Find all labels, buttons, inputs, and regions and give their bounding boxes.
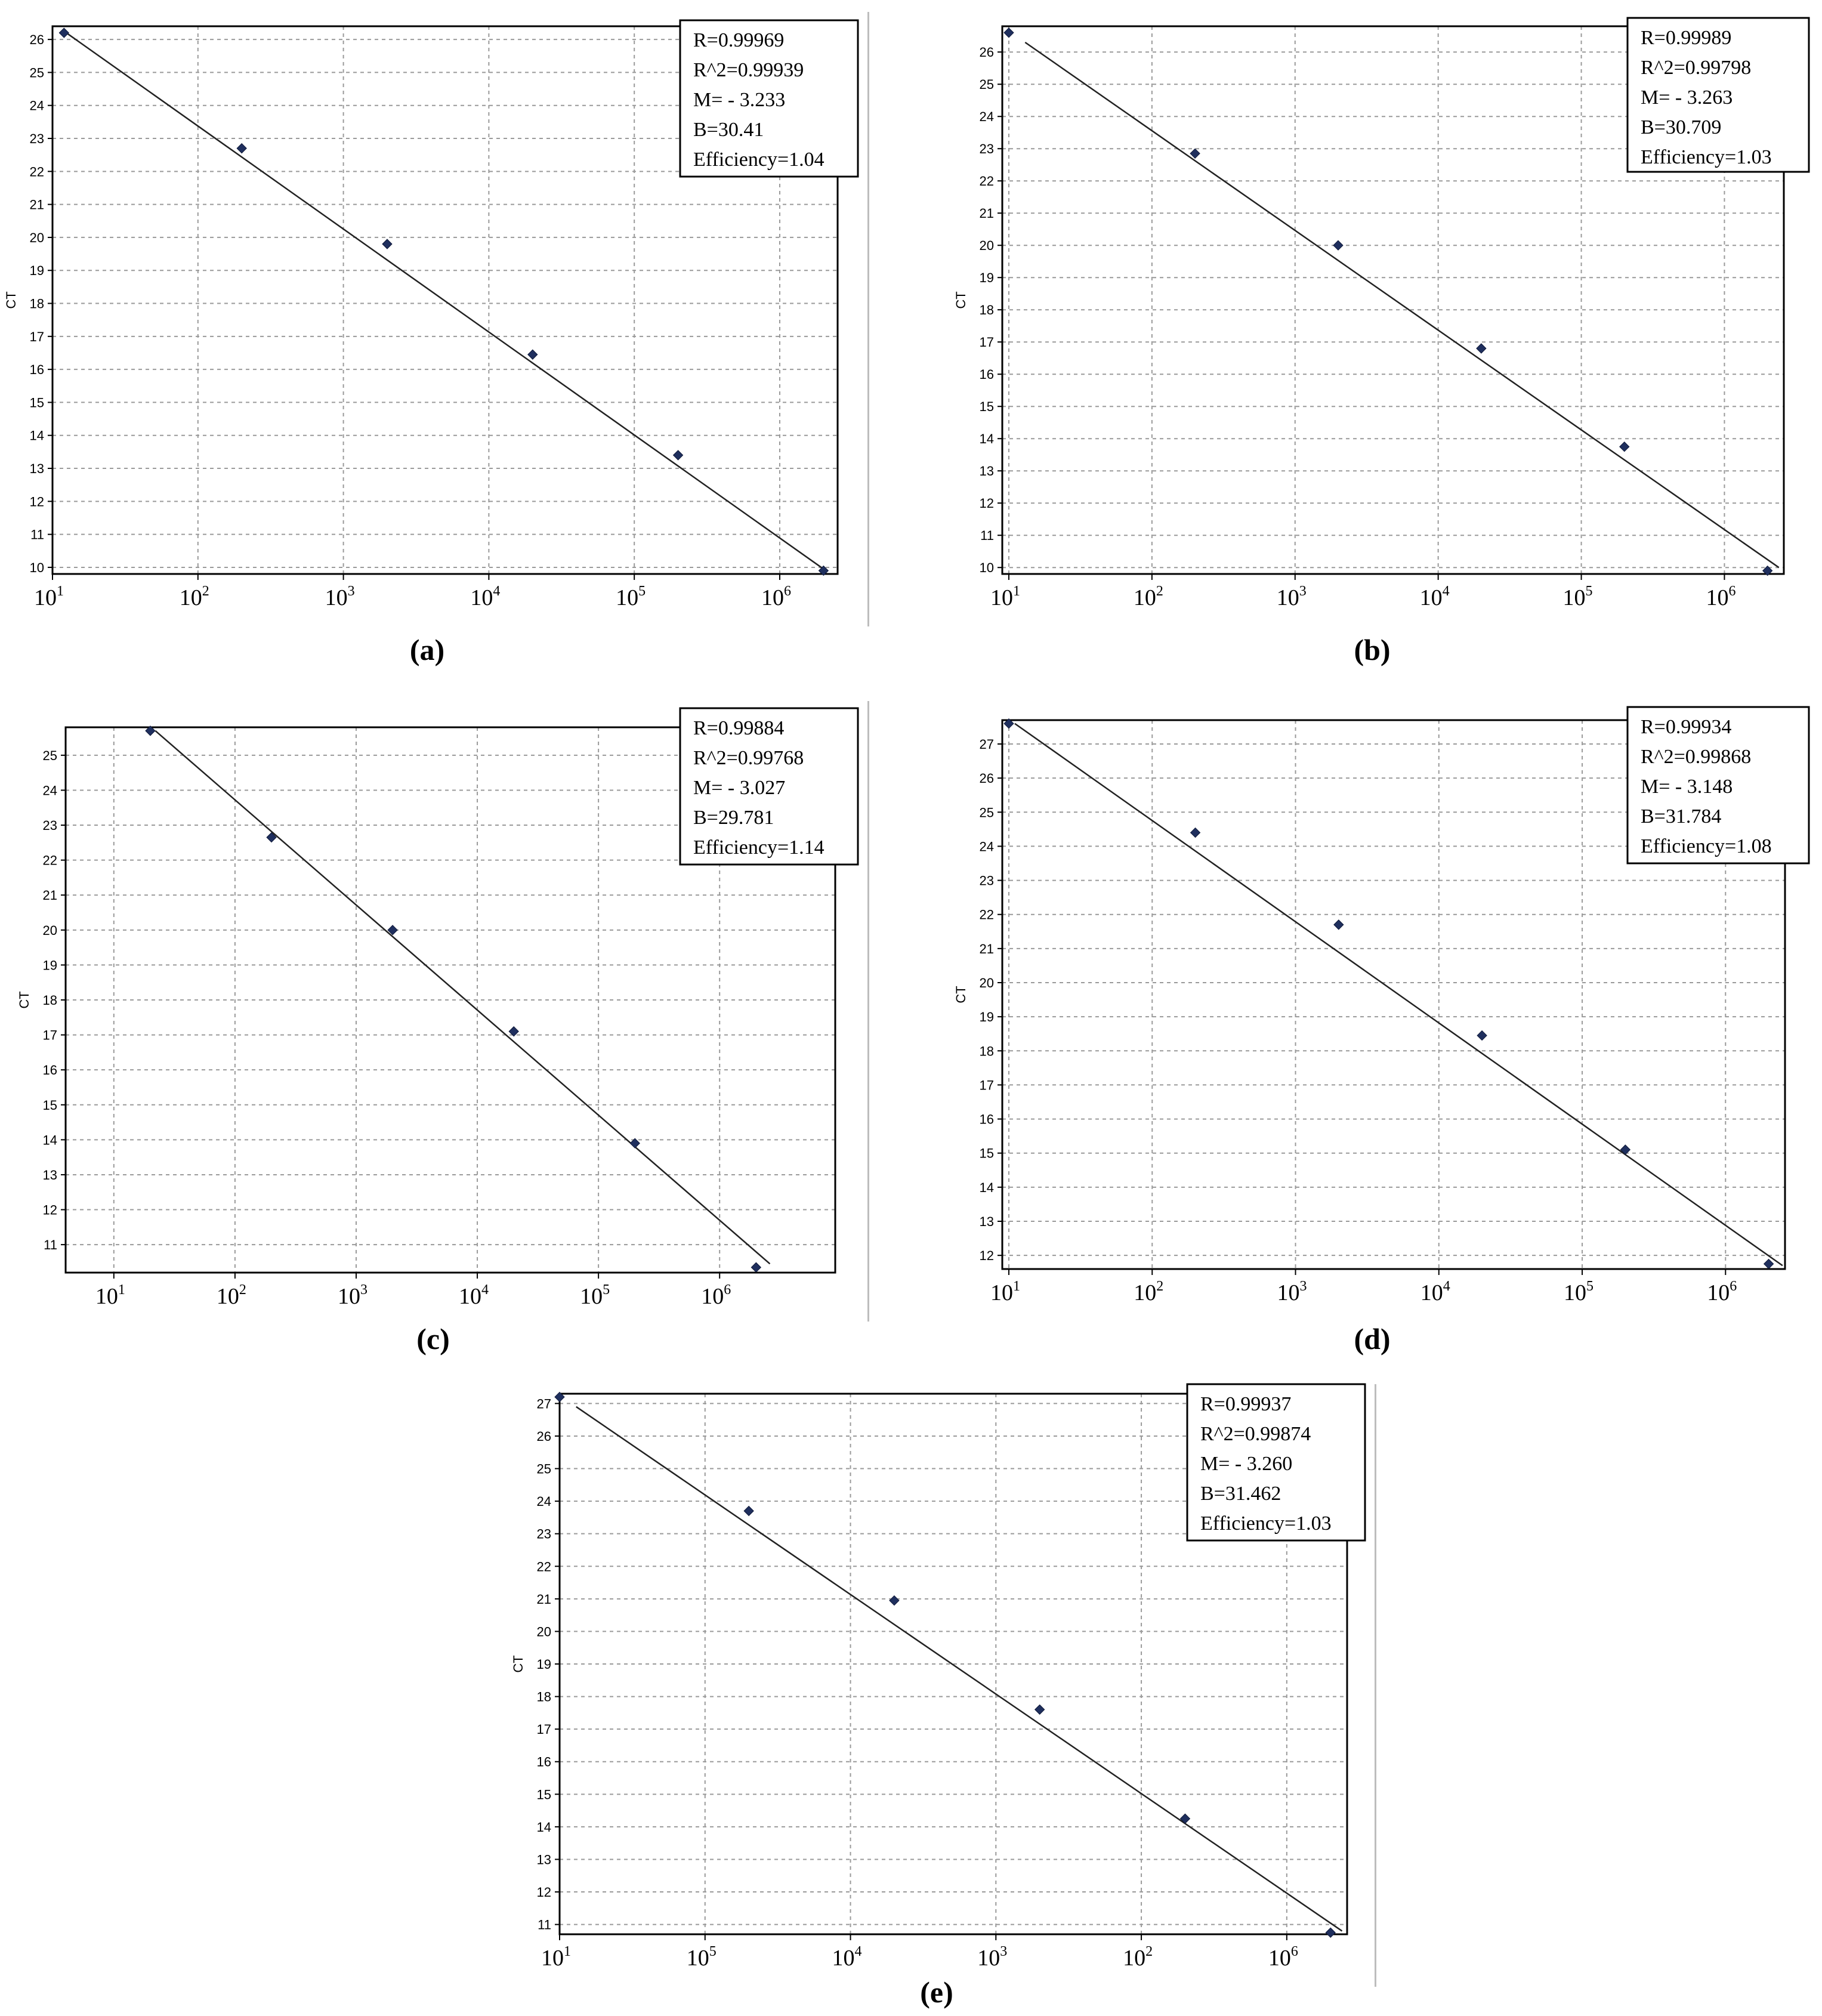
chart-panel-d bbox=[931, 695, 1822, 1369]
x-tick-label: $10^6$ bbox=[701, 1282, 731, 1309]
stats-line: M= - 3.148 bbox=[1641, 776, 1733, 798]
stats-line: R=0.99934 bbox=[1641, 716, 1732, 738]
y-tick-label: 22 bbox=[42, 853, 57, 868]
y-tick-label: 25 bbox=[979, 805, 994, 820]
y-tick-label: 11 bbox=[44, 1237, 57, 1253]
y-tick-label: 12 bbox=[979, 1248, 994, 1264]
y-tick-label: 22 bbox=[979, 174, 994, 189]
x-tick-label: $10^5$ bbox=[580, 1282, 610, 1309]
y-axis-label: CT bbox=[953, 986, 968, 1004]
x-tick-label: $10^3$ bbox=[337, 1282, 368, 1309]
y-tick-label: 15 bbox=[42, 1097, 57, 1113]
stats-line: B=31.462 bbox=[1200, 1483, 1281, 1505]
x-tick-label: $10^4$ bbox=[470, 584, 501, 610]
y-tick-label: 19 bbox=[42, 958, 57, 973]
y-tick-label: 18 bbox=[29, 296, 44, 311]
y-tick-label: 23 bbox=[536, 1526, 551, 1542]
y-tick-label: 12 bbox=[29, 494, 44, 510]
y-tick-label: 13 bbox=[536, 1852, 551, 1867]
x-tick-label: $10^2$ bbox=[216, 1282, 246, 1309]
y-tick-label: 23 bbox=[42, 818, 57, 833]
y-tick-label: 10 bbox=[29, 560, 44, 575]
y-tick-label: 14 bbox=[536, 1819, 551, 1835]
x-tick-label: $10^4$ bbox=[459, 1282, 489, 1309]
x-tick-label: $10^6$ bbox=[1706, 584, 1736, 610]
stats-line: R^2=0.99798 bbox=[1641, 57, 1752, 79]
y-axis-label: CT bbox=[953, 291, 968, 309]
panel-separator bbox=[867, 701, 869, 1322]
y-tick-label: 21 bbox=[536, 1591, 551, 1607]
y-tick-label: 22 bbox=[29, 164, 44, 180]
panel-separator bbox=[1375, 1384, 1376, 1987]
y-tick-label: 18 bbox=[979, 1043, 994, 1059]
y-tick-label: 22 bbox=[536, 1559, 551, 1574]
stats-line: R=0.99989 bbox=[1641, 27, 1732, 49]
y-tick-label: 17 bbox=[536, 1722, 551, 1737]
y-tick-label: 21 bbox=[979, 941, 994, 956]
stats-line: Efficiency=1.04 bbox=[693, 149, 824, 171]
caption-c: (c) bbox=[416, 1322, 450, 1356]
y-tick-label: 13 bbox=[29, 461, 44, 477]
y-tick-label: 17 bbox=[29, 329, 44, 344]
stats-line: R^2=0.99939 bbox=[693, 59, 804, 81]
y-tick-label: 20 bbox=[29, 230, 44, 245]
y-tick-label: 24 bbox=[536, 1494, 551, 1509]
stats-line: R^2=0.99768 bbox=[693, 747, 804, 769]
y-tick-label: 24 bbox=[29, 98, 44, 113]
y-tick-label: 21 bbox=[42, 888, 57, 903]
x-tick-label: $10^3$ bbox=[1276, 584, 1307, 610]
y-tick-label: 20 bbox=[979, 238, 994, 254]
y-tick-label: 25 bbox=[979, 77, 994, 92]
x-tick-label: $10^6$ bbox=[1268, 1944, 1298, 1971]
y-tick-label: 23 bbox=[29, 131, 44, 147]
y-tick-label: 21 bbox=[29, 197, 44, 212]
x-tick-label: $10^4$ bbox=[1419, 584, 1450, 610]
stats-line: R=0.99969 bbox=[693, 29, 785, 51]
caption-b: (b) bbox=[1354, 633, 1391, 666]
y-tick-label: 11 bbox=[538, 1917, 551, 1932]
x-tick-label: $10^5$ bbox=[1564, 1279, 1594, 1305]
y-tick-label: 14 bbox=[29, 428, 44, 443]
chart-panel-c bbox=[0, 695, 907, 1369]
x-tick-label: $10^3$ bbox=[1277, 1279, 1307, 1305]
y-tick-label: 26 bbox=[536, 1428, 551, 1444]
x-tick-label: $10^4$ bbox=[1420, 1279, 1450, 1305]
y-tick-label: 11 bbox=[30, 527, 44, 542]
y-tick-label: 13 bbox=[42, 1167, 57, 1183]
y-tick-label: 24 bbox=[979, 109, 994, 125]
stats-line: M= - 3.233 bbox=[693, 89, 786, 111]
stats-line: B=31.784 bbox=[1641, 805, 1722, 828]
caption-d: (d) bbox=[1354, 1322, 1391, 1356]
y-tick-label: 20 bbox=[979, 975, 994, 990]
y-tick-label: 27 bbox=[536, 1396, 551, 1412]
y-tick-label: 27 bbox=[979, 737, 994, 752]
chart-panel-a bbox=[0, 0, 907, 674]
x-tick-label: $10^2$ bbox=[179, 584, 209, 610]
y-tick-label: 14 bbox=[979, 431, 994, 447]
chart-svg-c bbox=[0, 695, 907, 1369]
y-tick-label: 23 bbox=[979, 873, 994, 888]
x-tick-label: $10^3$ bbox=[977, 1944, 1008, 1971]
y-tick-label: 15 bbox=[536, 1787, 551, 1802]
x-tick-label: $10^1$ bbox=[990, 584, 1020, 610]
y-tick-label: 19 bbox=[979, 1009, 994, 1025]
y-axis-label: CT bbox=[17, 991, 32, 1009]
y-tick-label: 13 bbox=[979, 464, 994, 479]
y-tick-label: 22 bbox=[979, 907, 994, 922]
y-tick-label: 16 bbox=[29, 362, 44, 378]
x-tick-label: $10^6$ bbox=[761, 584, 791, 610]
y-tick-label: 12 bbox=[536, 1885, 551, 1900]
stats-line: Efficiency=1.14 bbox=[693, 836, 824, 859]
y-tick-label: 11 bbox=[980, 528, 994, 544]
y-axis-label: CT bbox=[4, 291, 18, 309]
chart-panel-b bbox=[931, 0, 1822, 674]
y-tick-label: 17 bbox=[979, 335, 994, 350]
y-tick-label: 12 bbox=[42, 1202, 57, 1218]
stats-line: Efficiency=1.03 bbox=[1200, 1512, 1332, 1535]
stats-line: B=30.709 bbox=[1641, 116, 1722, 138]
x-tick-label: $10^5$ bbox=[686, 1944, 717, 1971]
stats-line: R^2=0.99874 bbox=[1200, 1423, 1311, 1445]
y-tick-label: 19 bbox=[979, 270, 994, 286]
y-tick-label: 26 bbox=[29, 32, 44, 48]
chart-panel-e bbox=[495, 1372, 1402, 2016]
chart-svg-b bbox=[931, 0, 1822, 674]
x-tick-label: $10^2$ bbox=[1133, 584, 1163, 610]
stats-line: M= - 3.027 bbox=[693, 777, 786, 799]
y-tick-label: 16 bbox=[979, 1112, 994, 1127]
y-tick-label: 15 bbox=[979, 399, 994, 415]
y-tick-label: 25 bbox=[42, 748, 57, 763]
y-tick-label: 19 bbox=[536, 1657, 551, 1672]
stats-line: Efficiency=1.08 bbox=[1641, 835, 1772, 857]
panel-separator bbox=[867, 12, 869, 626]
stats-line: B=29.781 bbox=[693, 807, 774, 829]
y-tick-label: 24 bbox=[42, 783, 57, 798]
stats-line: B=30.41 bbox=[693, 119, 764, 141]
y-tick-label: 14 bbox=[979, 1180, 994, 1195]
x-tick-label: $10^6$ bbox=[1707, 1279, 1737, 1305]
y-tick-label: 17 bbox=[979, 1078, 994, 1093]
y-tick-label: 19 bbox=[29, 263, 44, 279]
y-tick-label: 20 bbox=[536, 1624, 551, 1640]
y-tick-label: 13 bbox=[979, 1214, 994, 1229]
y-tick-label: 21 bbox=[979, 206, 994, 221]
y-tick-label: 26 bbox=[979, 45, 994, 60]
y-tick-label: 10 bbox=[979, 560, 994, 576]
caption-a: (a) bbox=[409, 633, 445, 666]
x-tick-label: $10^3$ bbox=[325, 584, 355, 610]
y-axis-label: CT bbox=[511, 1655, 526, 1673]
x-tick-label: $10^5$ bbox=[1562, 584, 1593, 610]
y-tick-label: 26 bbox=[979, 771, 994, 786]
x-tick-label: $10^1$ bbox=[34, 584, 64, 610]
stats-line: M= - 3.260 bbox=[1200, 1453, 1293, 1475]
chart-svg-d bbox=[931, 695, 1822, 1369]
y-tick-label: 25 bbox=[536, 1461, 551, 1477]
x-tick-label: $10^2$ bbox=[1123, 1944, 1153, 1971]
y-tick-label: 16 bbox=[42, 1063, 57, 1078]
y-tick-label: 12 bbox=[979, 496, 994, 511]
y-tick-label: 18 bbox=[42, 993, 57, 1008]
y-tick-label: 16 bbox=[979, 367, 994, 382]
y-tick-label: 23 bbox=[979, 141, 994, 157]
stats-line: R^2=0.99868 bbox=[1641, 746, 1752, 768]
x-tick-label: $10^2$ bbox=[1134, 1279, 1164, 1305]
stats-line: M= - 3.263 bbox=[1641, 87, 1733, 109]
x-tick-label: $10^5$ bbox=[616, 584, 646, 610]
y-tick-label: 15 bbox=[979, 1146, 994, 1161]
y-tick-label: 24 bbox=[979, 839, 994, 854]
y-tick-label: 18 bbox=[979, 302, 994, 318]
stats-line: R=0.99937 bbox=[1200, 1393, 1292, 1415]
x-tick-label: $10^4$ bbox=[832, 1944, 862, 1971]
x-tick-label: $10^1$ bbox=[95, 1282, 125, 1309]
chart-svg-e bbox=[495, 1372, 1402, 2016]
y-tick-label: 15 bbox=[29, 395, 44, 410]
y-tick-label: 17 bbox=[42, 1027, 57, 1043]
caption-e: (e) bbox=[920, 1975, 953, 2009]
y-tick-label: 20 bbox=[42, 922, 57, 938]
x-tick-label: $10^1$ bbox=[990, 1279, 1020, 1305]
stats-line: R=0.99884 bbox=[693, 717, 785, 739]
y-tick-label: 16 bbox=[536, 1754, 551, 1770]
y-tick-label: 14 bbox=[42, 1132, 57, 1148]
y-tick-label: 18 bbox=[536, 1689, 551, 1705]
stats-line: Efficiency=1.03 bbox=[1641, 146, 1772, 168]
y-tick-label: 25 bbox=[29, 65, 44, 81]
x-tick-label: $10^1$ bbox=[541, 1944, 571, 1971]
chart-svg-a bbox=[0, 0, 907, 674]
